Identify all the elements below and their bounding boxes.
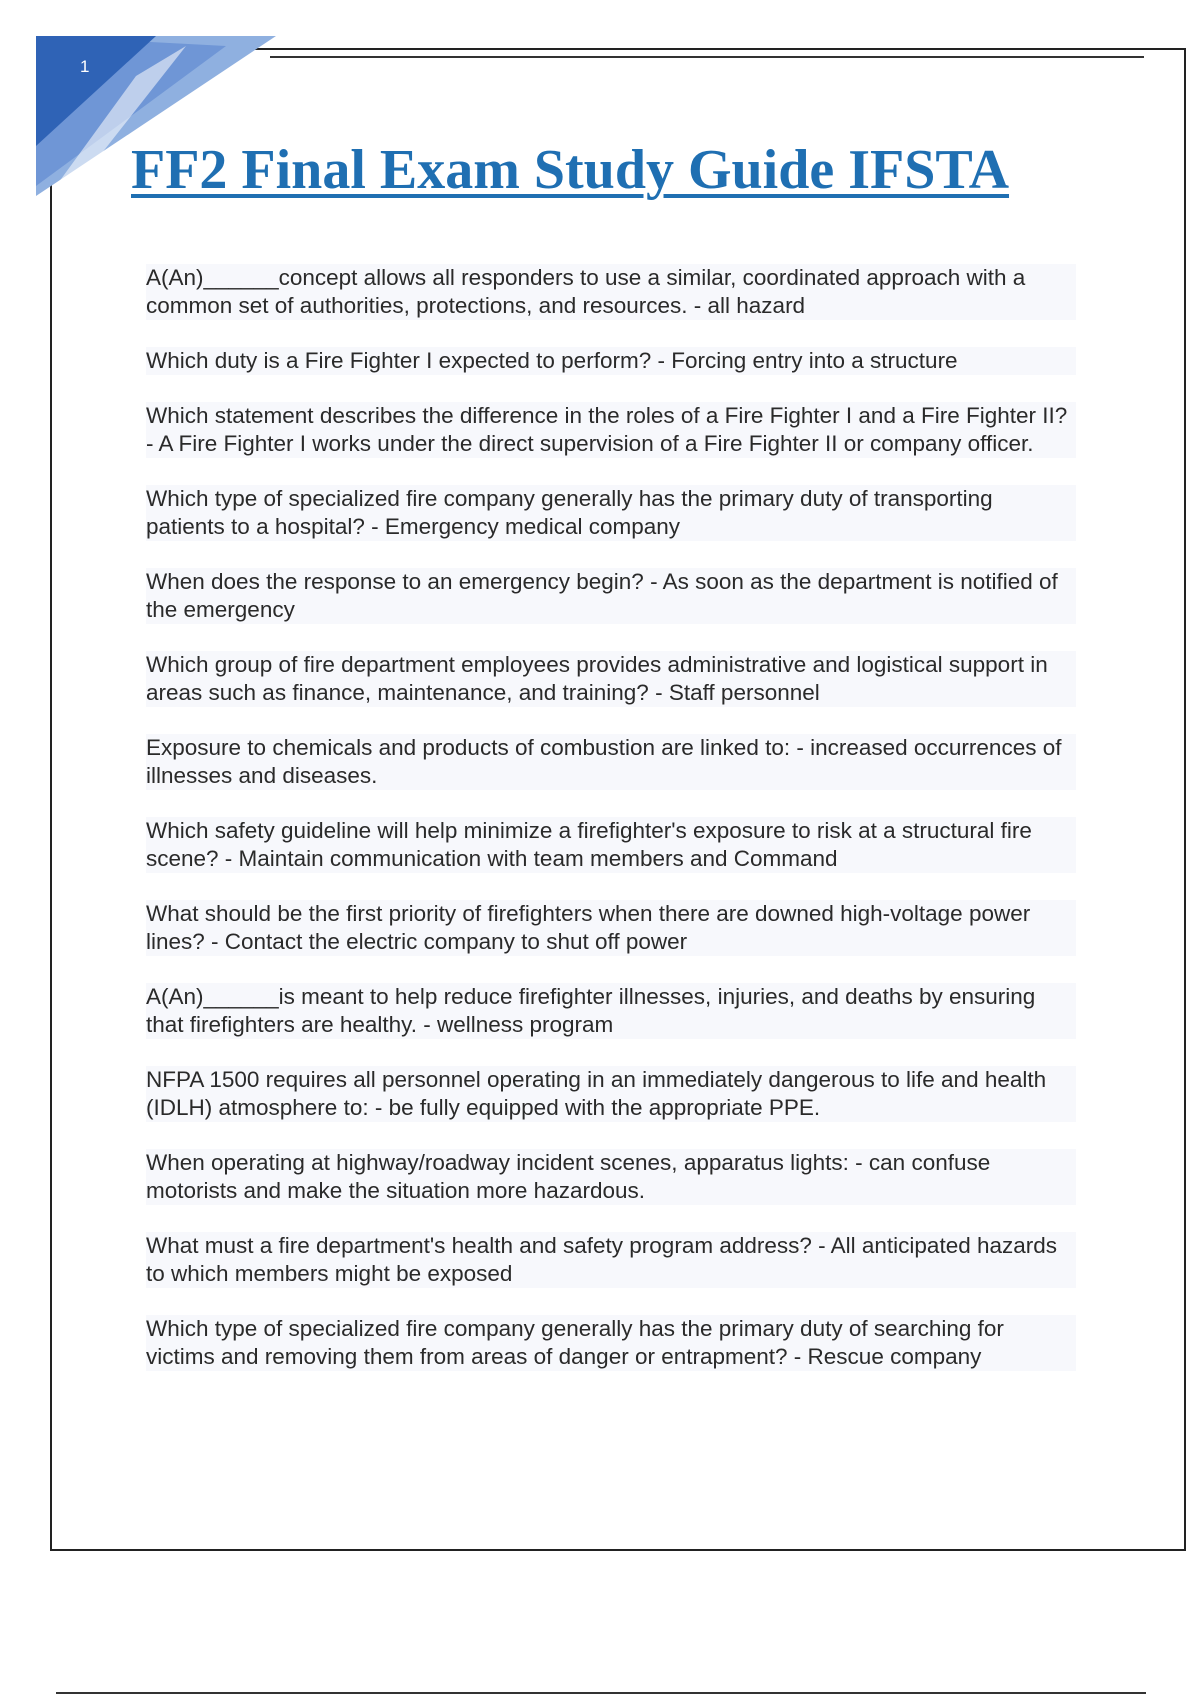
- qa-item: What should be the first priority of firefighters when there are downed high-voltage power lines? - Contact the electric company to shut off power: [146, 900, 1076, 956]
- header-rule: [270, 56, 1144, 58]
- qa-item: Which duty is a Fire Fighter I expected to perform? - Forcing entry into a structure: [146, 347, 1076, 375]
- qa-item: Which group of fire department employees provides administrative and logistical support in areas such as finance, maintenance, and training? - Staff personnel: [146, 651, 1076, 707]
- question-answer-list: [146, 264, 1076, 1398]
- qa-item: What must a fire department's health and safety program address? - All anticipated hazards to which members might be exposed: [146, 1232, 1076, 1288]
- page-number: 1: [80, 57, 90, 76]
- qa-item: A(An)______is meant to help reduce firefighter illnesses, injuries, and deaths by ensuring that firefighters are healthy. - wellness program: [146, 983, 1076, 1039]
- qa-item: Which type of specialized fire company generally has the primary duty of transporting patients to a hospital? - Emergency medical company: [146, 485, 1076, 541]
- footer-rule: [56, 1692, 1146, 1694]
- qa-item: A(An)______concept allows all responders to use a similar, coordinated approach with a common set of authorities, protections, and resources. - all hazard: [146, 264, 1076, 320]
- qa-item: Which safety guideline will help minimize a firefighter's exposure to risk at a structural fire scene? - Maintain communication with team members and Command: [146, 817, 1076, 873]
- qa-item: NFPA 1500 requires all personnel operating in an immediately dangerous to life and health (IDLH) atmosphere to: - be fully equipped with the appropriate PPE.: [146, 1066, 1076, 1122]
- document-title: FF2 Final Exam Study Guide IFSTA: [131, 139, 1010, 201]
- qa-item: Which type of specialized fire company generally has the primary duty of searching for victims and removing them from areas of danger or entrapment? - Rescue company: [146, 1315, 1076, 1371]
- qa-item: Which statement describes the difference in the roles of a Fire Fighter I and a Fire Fighter II? - A Fire Fighter I works under the direct supervision of a Fire Fighter II or company officer.: [146, 402, 1076, 458]
- qa-item: Exposure to chemicals and products of combustion are linked to: - increased occurrences of illnesses and diseases.: [146, 734, 1076, 790]
- qa-item: When does the response to an emergency begin? - As soon as the department is notified of the emergency: [146, 568, 1076, 624]
- qa-item: When operating at highway/roadway incident scenes, apparatus lights: - can confuse motorists and make the situation more hazardous.: [146, 1149, 1076, 1205]
